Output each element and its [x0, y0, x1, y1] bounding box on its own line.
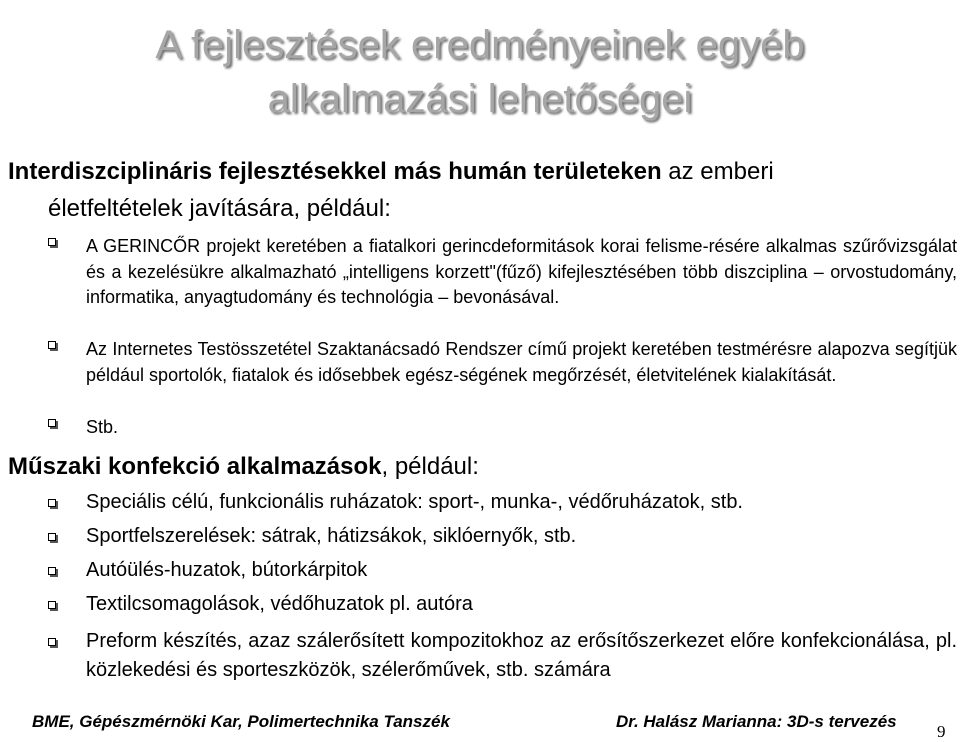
section-1-heading — [8, 157, 956, 187]
section-1-heading-bold: Interdiszciplináris fejlesztésekkel más humán területeken — [8, 158, 662, 185]
square-bullet-icon — [48, 638, 56, 646]
page-number: 9 — [937, 722, 946, 741]
square-bullet-icon — [48, 238, 56, 246]
square-bullet-icon — [48, 341, 56, 349]
list-item-text: Preform készítés, azaz szálerősített kompozitokhoz az erősítőszerkezet előre konfekcionálása, pl. közlekedési és sporteszközök, szélerőművek, stb. számára — [86, 630, 957, 681]
list-item-text: Az Internetes Testösszetétel Szaktanácsadó Rendszer című projekt keretében testmérésre alapozva segítjük például sportolók, fiatalok és idősebbek egész-ségének megőrzését, életvitelének kialakítását. — [86, 339, 957, 385]
list-item-text: A GERINCŐR projekt keretében a fiatalkori gerincdeformitások korai felisme-résére alkalmas szűrővizsgálat és a kezelésükre alkalmazható „intelligens korzett"(fűző) kifejlesztésében több diszciplina – orvostudomány, informatika, anyagtudomány és technológia – bevonásával. — [86, 236, 957, 307]
slide-title-line-2: alkalmazási lehetőségei — [267, 77, 693, 121]
footer-institution: BME, Gépészmérnöki Kar, Polimertechnika Tanszék — [32, 712, 450, 731]
square-bullet-icon — [48, 567, 56, 575]
square-bullet-icon — [48, 533, 56, 541]
section-2-heading-rest: , például: — [381, 453, 479, 480]
list-item-text: Textilcsomagolások, védőhuzatok pl. autóra — [86, 593, 473, 615]
square-bullet-icon — [48, 601, 56, 609]
footer-author: Dr. Halász Marianna: 3D-s tervezés — [616, 712, 897, 731]
section-1-heading-line-2: életfeltételek javítására, például: — [48, 195, 391, 222]
list-item-text: Speciális célú, funkcionális ruházatok: sport-, munka-, védőruházatok, stb. — [86, 491, 743, 513]
list-item-text: Stb. — [86, 417, 119, 437]
square-bullet-icon — [48, 419, 56, 427]
slide-title-line-1: A fejlesztések eredményeinek egyéb — [155, 23, 805, 67]
slide-title — [0, 18, 960, 126]
section-2-heading — [8, 452, 956, 482]
section-1-heading-rest: az emberi — [661, 158, 774, 185]
list-item-text: Autóülés-huzatok, bútorkárpitok — [86, 559, 368, 581]
section-2-heading-bold: Műszaki konfekció alkalmazások — [8, 453, 382, 480]
square-bullet-icon — [48, 499, 56, 507]
list-item-text: Sportfelszerelések: sátrak, hátizsákok, siklóernyők, stb. — [86, 525, 577, 547]
